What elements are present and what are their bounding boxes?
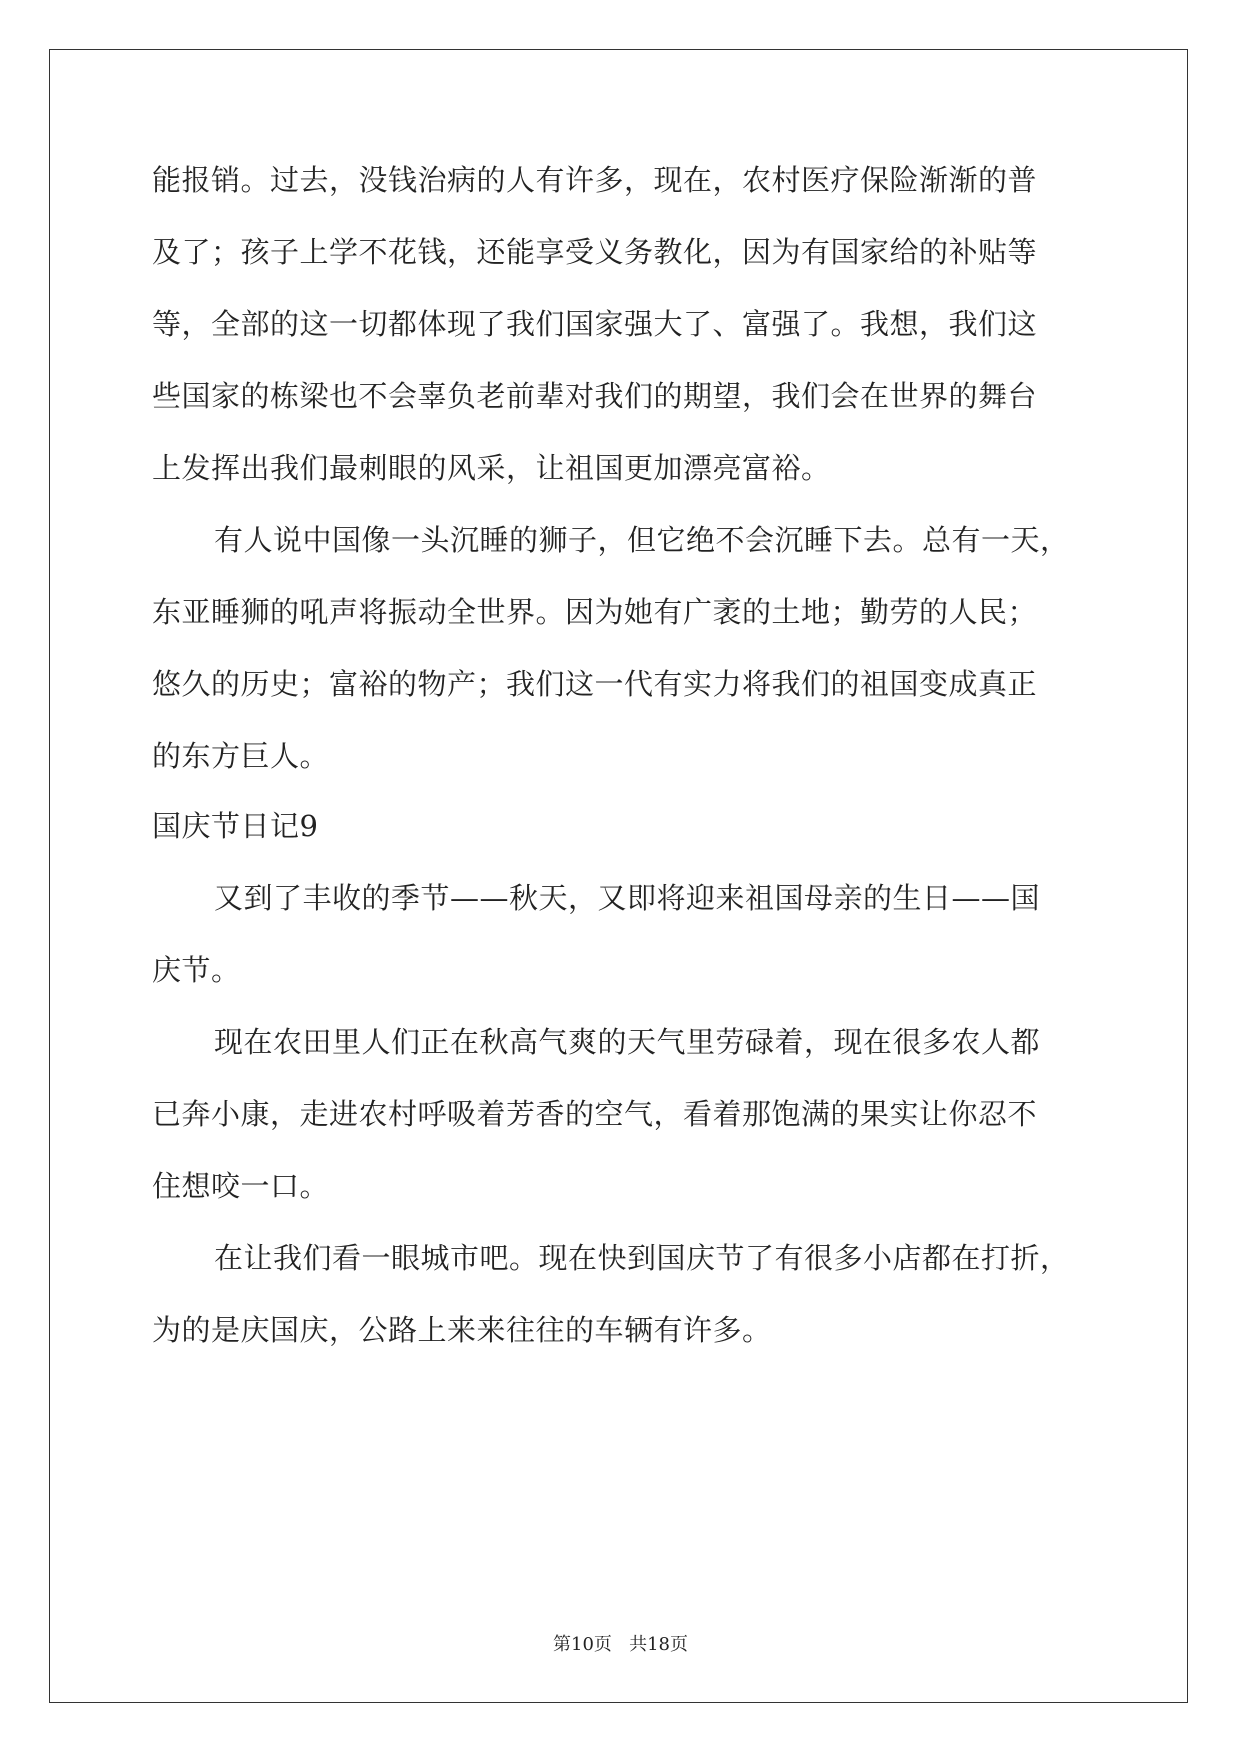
page-footer: 第10页 共18页	[553, 1634, 688, 1655]
paragraph-line: 又到了丰收的季节——秋天，又即将迎来祖国母亲的生日——国	[214, 881, 1041, 915]
paragraph-line: 已奔小康，走进农村呼吸着芳香的空气，看着那饱满的果实让你忍不	[152, 1097, 1038, 1131]
paragraph-line: 东亚睡狮的吼声将振动全世界。因为她有广袤的土地；勤劳的人民；	[152, 595, 1038, 629]
section-heading: 国庆节日记9	[152, 809, 319, 843]
paragraph-line: 庆节。	[152, 953, 241, 987]
paragraph-line: 及了；孩子上学不花钱，还能享受义务教化，因为有国家给的补贴等	[152, 235, 1038, 269]
paragraph-line: 住想咬一口。	[152, 1169, 330, 1203]
paragraph-line: 在让我们看一眼城市吧。现在快到国庆节了有很多小店都在打折，	[214, 1241, 1070, 1275]
paragraph-line: 上发挥出我们最刺眼的风采，让祖国更加漂亮富裕。	[152, 451, 831, 485]
paragraph-line: 有人说中国像一头沉睡的狮子，但它绝不会沉睡下去。总有一天，	[214, 523, 1070, 557]
paragraph-line: 等，全部的这一切都体现了我们国家强大了、富强了。我想，我们这	[152, 307, 1038, 341]
paragraph-line: 些国家的栋梁也不会辜负老前辈对我们的期望，我们会在世界的舞台	[152, 379, 1038, 413]
paragraph-line: 的东方巨人。	[152, 739, 330, 773]
paragraph-line: 悠久的历史；富裕的物产；我们这一代有实力将我们的祖国变成真正	[152, 667, 1038, 701]
page-border	[49, 49, 1188, 1703]
paragraph-line: 现在农田里人们正在秋高气爽的天气里劳碌着，现在很多农人都	[214, 1025, 1041, 1059]
paragraph-line: 为的是庆国庆，公路上来来往往的车辆有许多。	[152, 1313, 772, 1347]
paragraph-line: 能报销。过去，没钱治病的人有许多，现在，农村医疗保险渐渐的普	[152, 163, 1038, 197]
